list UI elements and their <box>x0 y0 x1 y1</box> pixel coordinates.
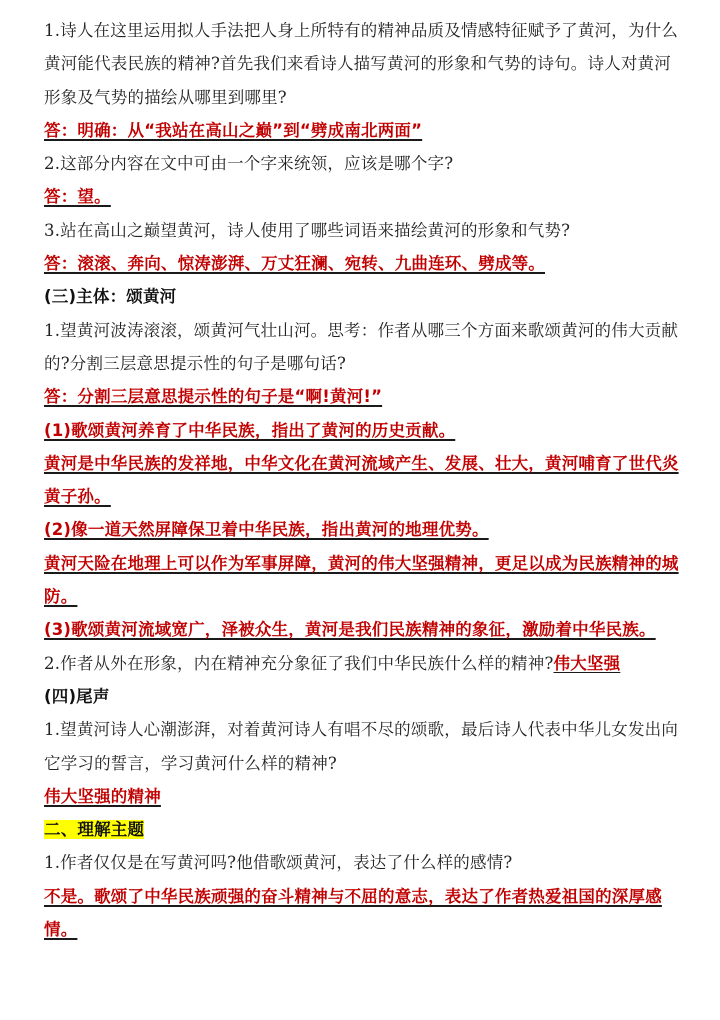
answer-4 <box>44 380 680 413</box>
question-5-text: 2.作者从外在形象，内在精神充分象征了我们中华民族什么样的精神? <box>44 653 554 673</box>
answer-6 <box>44 780 680 813</box>
answer-4-point-3 <box>44 613 680 646</box>
answer-2-text: 答：望。 <box>44 187 111 207</box>
question-7: 1.作者仅仅是在写黄河吗?他借歌颂黄河，表达了什么样的感情? <box>44 853 513 873</box>
question-6: 1.望黄河诗人心潮澎湃，对着黄河诗人有唱不尽的颂歌，最后诗人代表中华儿女发出向它学习的誓言，学习黄河什么样的精神? <box>44 720 679 773</box>
section-heading-main-body: (三)主体：颂黄河 <box>44 287 177 307</box>
answer-4-point-2-detail <box>44 547 680 614</box>
answer-4-point-1-text: (1)歌颂黄河养育了中华民族，指出了黄河的历史贡献。 <box>44 420 456 440</box>
question-4: 1.望黄河波涛滚滚，颂黄河气壮山河。思考：作者从哪三个方面来歌颂黄河的伟大贡献的?分割三层意思提示性的句子是哪句话? <box>44 320 679 373</box>
question-3: 3.站在高山之巅望黄河，诗人使用了哪些词语来描绘黄河的形象和气势? <box>44 220 571 240</box>
section-heading-ending: (四)尾声 <box>44 686 110 706</box>
question-1: 1.诗人在这里运用拟人手法把人身上所特有的精神品质及情感特征赋予了黄河，为什么黄河能代表民族的精神?首先我们来看诗人描写黄河的形象和气势的诗句。诗人对黄河形象及气势的描绘从哪里到哪里? <box>44 21 679 107</box>
answer-7-text: 不是。歌颂了中华民族顽强的奋斗精神与不屈的意志，表达了作者热爱祖国的深厚感情。 <box>44 886 662 940</box>
answer-3-text: 答：滚滚、奔向、惊涛澎湃、万丈狂澜、宛转、九曲连环、劈成等。 <box>44 254 545 274</box>
answer-6-text: 伟大坚强的精神 <box>44 786 161 806</box>
answer-4-point-3-text: (3)歌颂黄河流域宽广，泽被众生，黄河是我们民族精神的象征，激励着中华民族。 <box>44 620 656 640</box>
section-heading-theme-text: 二、理解主题 <box>44 820 145 840</box>
answer-5-inline: 伟大坚强 <box>553 653 621 673</box>
answer-2 <box>44 180 680 213</box>
answer-4-point-2-text: (2)像一道天然屏障保卫着中华民族，指出黄河的地理优势。 <box>44 520 489 540</box>
question-5 <box>44 647 680 680</box>
answer-4-point-1-detail-text: 黄河是中华民族的发祥地，中华文化在黄河流域产生、发展、壮大，黄河哺育了世代炎黄子孙。 <box>44 453 679 507</box>
answer-4-point-2-detail-text: 黄河天险在地理上可以作为军事屏障，黄河的伟大坚强精神，更足以成为民族精神的城防。 <box>44 553 679 607</box>
section-heading-theme <box>44 813 680 846</box>
answer-4-point-2 <box>44 513 680 546</box>
answer-1 <box>44 114 680 147</box>
answer-4-point-1 <box>44 414 680 447</box>
answer-7 <box>44 880 680 947</box>
answer-3 <box>44 247 680 280</box>
answer-4-text: 答：分割三层意思提示性的句子是“啊!黄河!” <box>44 387 383 407</box>
answer-4-point-1-detail <box>44 447 680 514</box>
answer-1-text: 答：明确：从“我站在高山之巅”到“劈成南北两面” <box>44 120 423 140</box>
question-2: 2.这部分内容在文中可由一个字来统领，应该是哪个字? <box>44 154 454 174</box>
